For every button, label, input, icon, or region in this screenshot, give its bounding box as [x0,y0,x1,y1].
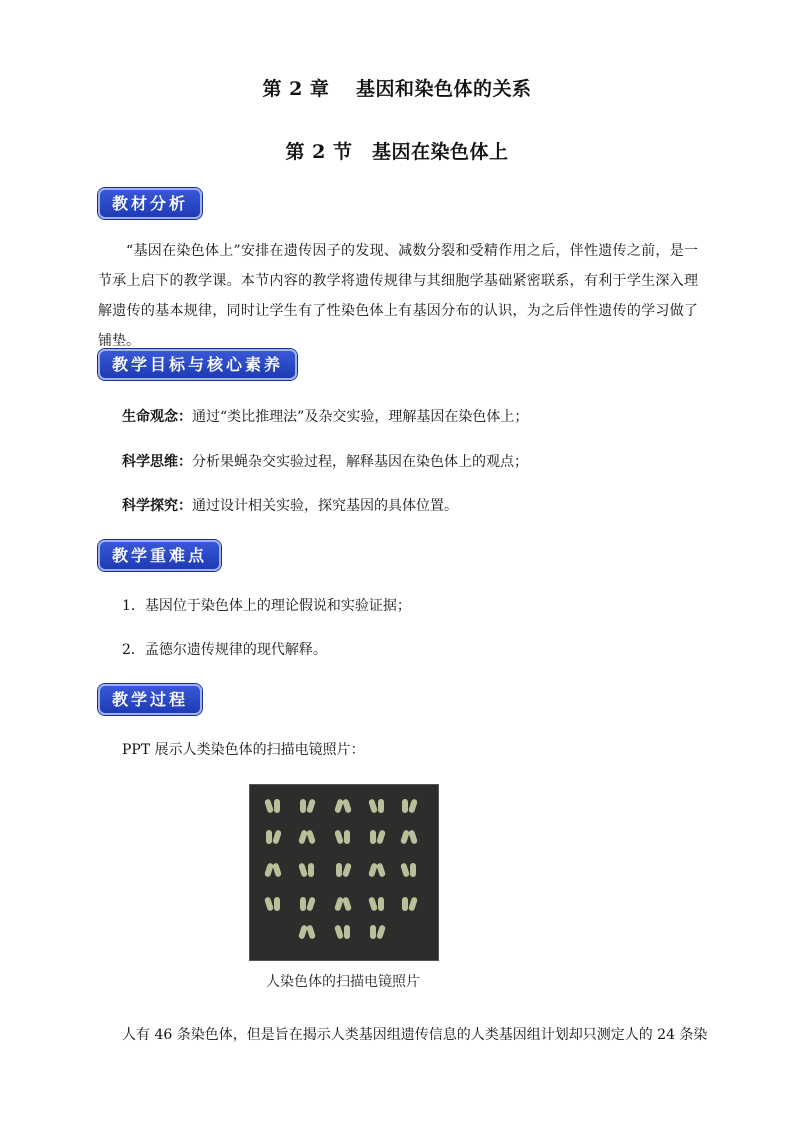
chromosome-shape [370,925,376,939]
chromosome-shape [410,863,416,877]
chromosome-shape [344,925,350,939]
chromosome-shape [298,862,308,877]
chromosome-shape [300,799,306,813]
goal-text: 通过设计相关实验，探究基因的具体位置。 [192,498,458,514]
chromosome-shape [264,798,274,813]
chromosome-shape [376,862,386,877]
chromosome-shape [368,896,378,911]
chromosome-shape [342,798,352,813]
chromosome-shape [272,829,282,844]
goal-label: 科学思维： [122,454,192,470]
chromosome-shape [266,830,272,844]
process-intro: PPT 展示人类染色体的扫描电镜照片： [122,742,365,758]
goal-item [122,495,458,515]
chromosome-shape [300,897,306,911]
heading-process: 教学过程 [98,684,202,715]
goal-text: 通过“类比推理法”及杂交实验，理解基因在染色体上； [192,409,529,425]
chromosome-shape [376,829,386,844]
chromosome-shape [306,896,316,911]
chromosome-shape [342,862,352,877]
chromosome-shape [402,897,408,911]
keypoint-item: 1．基因位于染色体上的理论假说和实验证据； [122,598,411,614]
heading-analysis: 教材分析 [98,188,202,219]
chromosome-shape [370,830,376,844]
chromosome-shape [368,798,378,813]
chromosome-shape [344,830,350,844]
chromosome-shape [334,829,344,844]
chromosome-photo [249,784,439,961]
chromosome-shape [402,799,408,813]
chromosome-shape [408,829,418,844]
chromosome-shape [408,896,418,911]
chromosome-shape [376,924,386,939]
chromosome-shape [306,829,316,844]
chromosome-shape [378,897,384,911]
photo-caption: 人染色体的扫描电镜照片 [266,974,420,990]
chapter-title: 第 2 章 基因和染色体的关系 [262,78,532,100]
goal-item [122,451,528,471]
goal-text: 分析果蝇杂交实验过程，解释基因在染色体上的观点； [192,454,528,470]
heading-keypoints: 教学重难点 [98,540,221,571]
chromosome-shape [408,798,418,813]
chromosome-shape [308,863,314,877]
goal-label: 生命观念： [122,409,192,425]
analysis-paragraph: “基因在染色体上”安排在遗传因子的发现、减数分裂和受精作用之后，伴性遗传之前，是一节承上启下的教学课。本节内容的教学将遗传规律与其细胞学基础紧密联系，有利于学生深入理解遗传的基本规律，同时让学生有了性染色体上有基因分布的认识，为之后伴性遗传的学习做了铺垫。 [98,243,698,349]
chromosome-shape [378,799,384,813]
keypoint-item: 2．孟德尔遗传规律的现代解释。 [122,642,327,658]
chromosome-shape [334,924,344,939]
chromosome-shape [306,924,316,939]
chromosome-shape [274,799,280,813]
chromosome-shape [264,896,274,911]
chromosome-shape [306,798,316,813]
chromosome-shape [272,862,282,877]
heading-goals: 教学目标与核心素养 [98,349,297,380]
goal-item [122,406,528,426]
chromosome-shape [400,862,410,877]
goal-label: 科学探究： [122,498,192,514]
process-paragraph: 人有 46 条染色体，但是旨在揭示人类基因组遗传信息的人类基因组计划却只测定人的 24 条染 [122,1027,708,1043]
chromosome-shape [342,896,352,911]
chromosome-shape [336,863,342,877]
chromosome-shape [274,897,280,911]
section-title: 第 2 节 基因在染色体上 [285,141,509,163]
